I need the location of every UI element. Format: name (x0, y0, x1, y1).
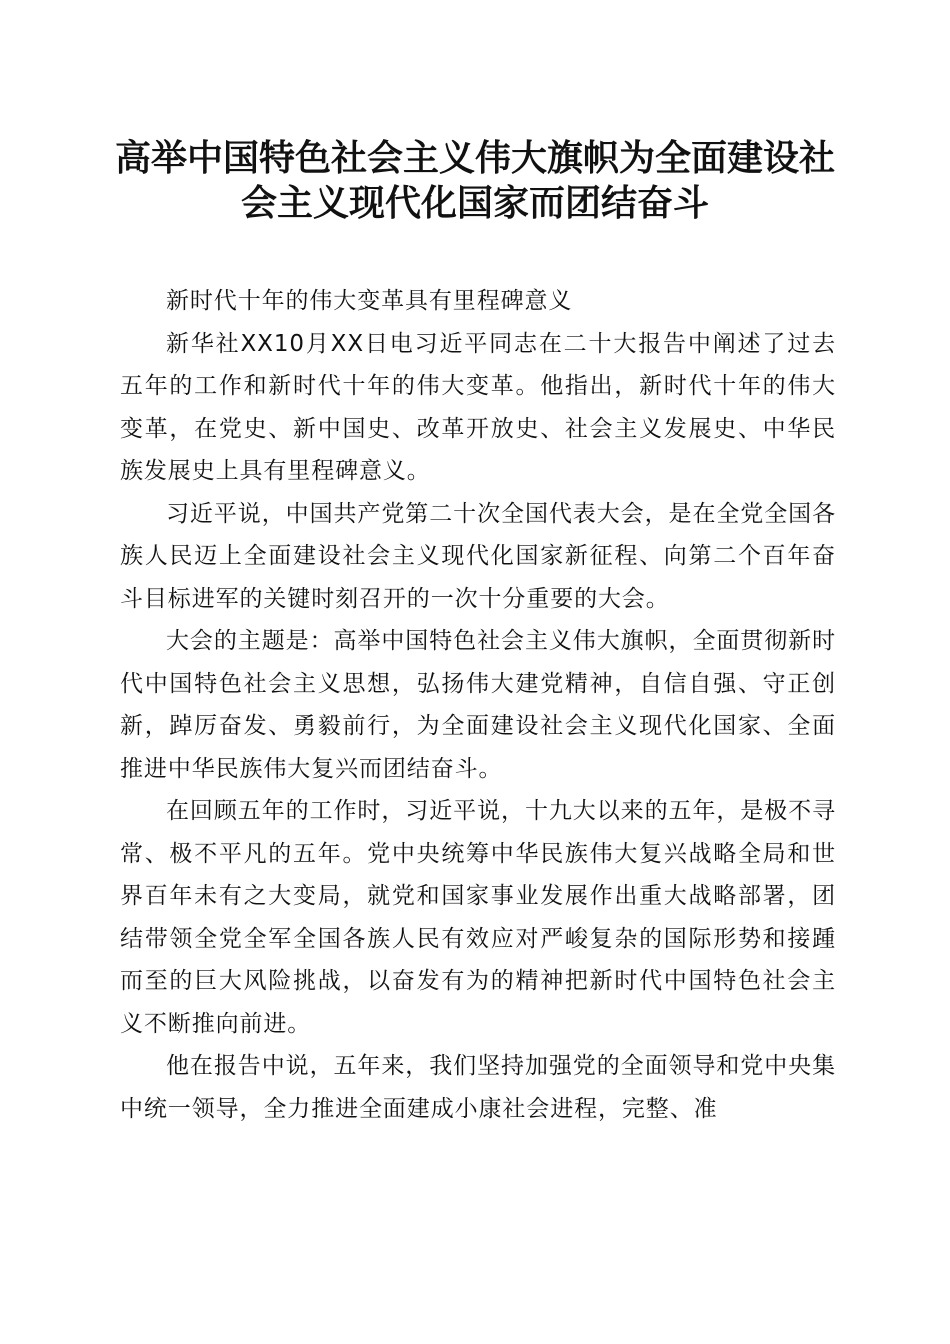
title-line-2: 会主义现代化国家而团结奋斗 (240, 182, 709, 224)
title-line-1: 高举中国特色社会主义伟大旗帜为全面建设社 (114, 137, 835, 179)
document-body (120, 280, 836, 1130)
body-paragraph: 大会的主题是：高举中国特色社会主义伟大旗帜，全面贯彻新时代中国特色社会主义思想，弘扬伟大建党精神，自信自强、守正创新，踔厉奋发、勇毅前行，为全面建设社会主义现代化国家、全面推进中华民族伟大复兴而团结奋斗。 (120, 628, 836, 782)
body-paragraph: 在回顾五年的工作时，习近平说，十九大以来的五年，是极不寻常、极不平凡的五年。党中央统筹中华民族伟大复兴战略全局和世界百年未有之大变局，就党和国家事业发展作出重大战略部署，团结带领全党全军全国各族人民有效应对严峻复杂的国际形势和接踵而至的巨大风险挑战，以奋发有为的精神把新时代中国特色社会主义不断推向前进。 (120, 798, 836, 1037)
body-paragraph: 新华社XX10月XX日电习近平同志在二十大报告中阐述了过去五年的工作和新时代十年的伟大变革。他指出，新时代十年的伟大变革，在党史、新中国史、改革开放史、社会主义发展史、中华民族发展史上具有里程碑意义。 (120, 330, 836, 484)
subheading-paragraph: 新时代十年的伟大变革具有里程碑意义 (166, 288, 573, 314)
document-title (100, 136, 850, 226)
body-paragraph: 他在报告中说，五年来，我们坚持加强党的全面领导和党中央集中统一领导，全力推进全面建成小康社会进程，完整、准 (120, 1053, 836, 1122)
body-paragraph: 习近平说，中国共产党第二十次全国代表大会，是在全党全国各族人民迈上全面建设社会主义现代化国家新征程、向第二个百年奋斗目标进军的关键时刻召开的一次十分重要的大会。 (120, 500, 836, 612)
